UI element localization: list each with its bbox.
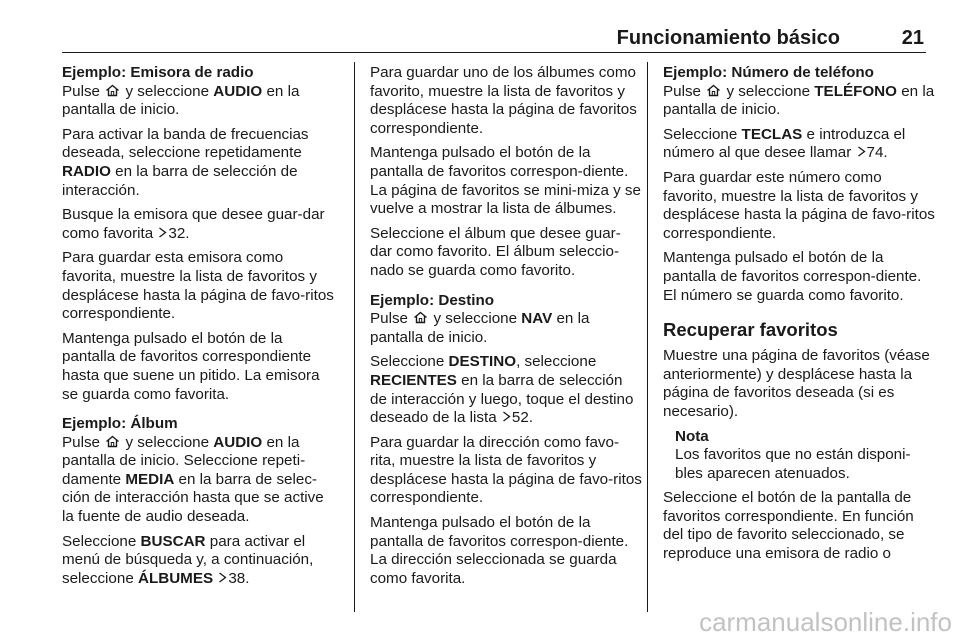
column-divider xyxy=(354,62,355,612)
example-destination-heading: Ejemplo: Destino xyxy=(370,291,495,309)
column-middle xyxy=(370,64,642,594)
page-number: 21 xyxy=(901,27,924,49)
watermark: carmanualsonline.info xyxy=(699,607,952,637)
paragraph: Seleccione el botón de la pantalla de favoritos correspondiente. En función del tipo de favorito seleccionado, se reproduce una emisora de radio o xyxy=(663,489,914,563)
paragraph: Muestre una página de favoritos (véase anteriormente) y desplácese hasta la página de favoritos deseada (si es necesario). xyxy=(663,347,930,420)
paragraph: Seleccione el álbum que desee guar-dar como favorito. El álbum seleccio-nado se guarda como favorito. xyxy=(370,224,621,279)
note-box xyxy=(675,428,935,484)
page-reference-icon xyxy=(218,572,227,583)
paragraph: Pulse y seleccione AUDIO en la pantalla de inicio. Seleccione repeti-damente MEDIA en la barra de selec-ción de interacción hasta que se active la fuente de audio deseada. xyxy=(62,433,324,526)
home-icon xyxy=(413,311,428,324)
paragraph: Para activar la banda de frecuencias deseada, seleccione repetidamente RADIO en la barra de selección de interacción. xyxy=(62,125,309,199)
paragraph: Para guardar este número como favorito, muestre la lista de favoritos y desplácese hasta la página de favo-ritos correspondiente. xyxy=(663,168,935,242)
page-reference-icon xyxy=(857,146,866,157)
page-header xyxy=(62,22,926,53)
paragraph: Para guardar uno de los álbumes como favorito, muestre la lista de favoritos y desplácese hasta la página de favoritos correspondiente. xyxy=(370,64,637,137)
section-title: Recuperar favoritos xyxy=(663,319,838,341)
paragraph: Mantenga pulsado el botón de la pantalla de favoritos correspon-diente. La dirección seleccionada se guarda como favorita. xyxy=(370,514,629,587)
home-icon xyxy=(105,435,120,448)
column-right xyxy=(663,64,935,570)
example-radio-heading: Ejemplo: Emisora de radio xyxy=(62,64,254,81)
paragraph: Seleccione TECLAS e introduzca el número al que desee llamar 74. xyxy=(663,125,906,162)
example-phone-heading: Ejemplo: Número de teléfono xyxy=(663,64,874,81)
page-reference-icon xyxy=(158,227,167,238)
note-title: Nota xyxy=(675,427,709,445)
paragraph: Mantenga pulsado el botón de la pantalla de favoritos correspon-diente. El número se guarda como favorito. xyxy=(663,249,922,304)
note-text: Los favoritos que no están disponi-bles aparecen atenuados. xyxy=(675,446,911,482)
example-album-heading: Ejemplo: Álbum xyxy=(62,415,178,433)
column-left xyxy=(62,64,334,594)
paragraph: Mantenga pulsado el botón de la pantalla de favoritos correspon-diente. La página de favoritos se mini-miza y se vuelve a mostrar la lista de álbumes. xyxy=(370,144,641,218)
header-title: Funcionamiento básico xyxy=(616,27,840,49)
paragraph: Pulse y seleccione AUDIO en la pantalla de inicio. xyxy=(62,82,300,119)
home-icon xyxy=(105,84,120,97)
paragraph: Seleccione BUSCAR para activar el menú de búsqueda y, a continuación, seleccione ÁLBUMES 38. xyxy=(62,532,314,587)
home-icon xyxy=(706,84,721,97)
paragraph: Pulse y seleccione TELÉFONO en la pantalla de inicio. xyxy=(663,82,935,119)
paragraph: Para guardar la dirección como favo-rita, muestre la lista de favoritos y desplácese hasta la página de favo-ritos correspondiente. xyxy=(370,433,642,507)
paragraph: Mantenga pulsado el botón de la pantalla de favoritos correspondiente hasta que suene un pitido. La emisora se guarda como favorita. xyxy=(62,329,320,403)
paragraph: Pulse y seleccione NAV en la pantalla de inicio. xyxy=(370,310,590,346)
paragraph: Busque la emisora que desee guar-dar como favorita 32. xyxy=(62,206,325,242)
column-divider xyxy=(647,62,648,612)
paragraph: Para guardar esta emisora como favorita, muestre la lista de favoritos y desplácese hasta la página de favo-ritos correspondiente. xyxy=(62,249,334,323)
paragraph: Seleccione DESTINO, seleccione RECIENTES en la barra de selección de interacción y luego, toque el destino deseado de la lista 52. xyxy=(370,353,634,427)
page-reference-icon xyxy=(502,411,511,422)
